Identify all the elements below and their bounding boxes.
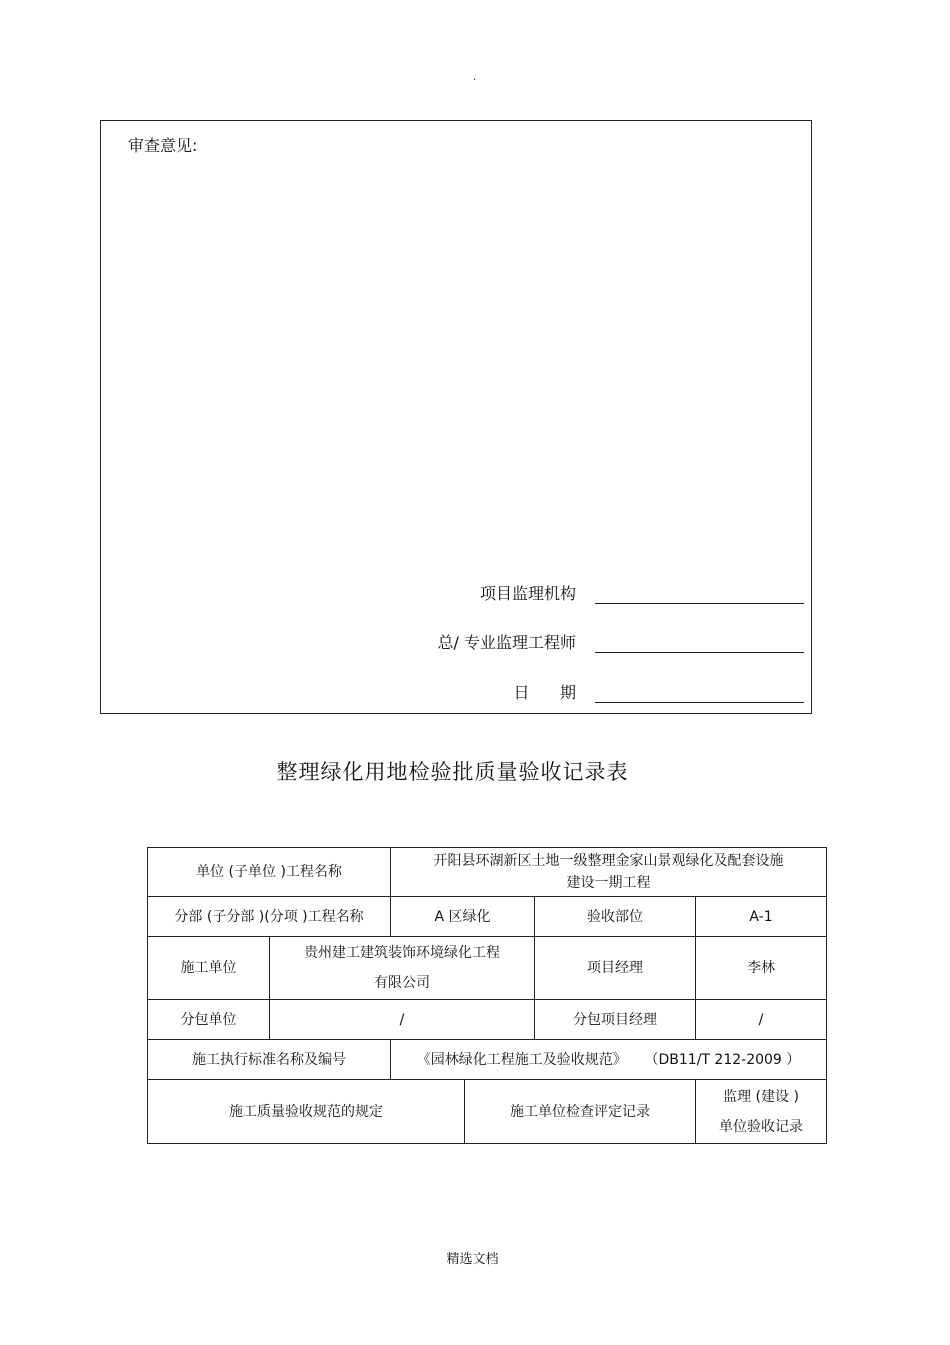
contractor-line: 有限公司 <box>374 975 430 991</box>
subcontractor-label: 分包单位 <box>148 1000 270 1040</box>
table-row <box>148 897 827 937</box>
subproject-label: 分部 (子分部 )(分项 )工程名称 <box>148 897 391 937</box>
contractor-line: 贵州建工建筑装饰环境绿化工程 <box>304 945 500 961</box>
table-row <box>148 1000 827 1040</box>
table-row <box>148 1040 827 1080</box>
signature-row-engineer <box>101 630 811 654</box>
project-name-value <box>391 848 827 897</box>
inspection-part-label: 验收部位 <box>535 897 696 937</box>
project-manager-label: 项目经理 <box>535 937 696 1000</box>
standard-label: 施工执行标准名称及编号 <box>148 1040 391 1080</box>
project-name-line: 建设一期工程 <box>566 875 651 891</box>
signature-label: 总/ 专业监理工程师 <box>437 633 576 652</box>
review-opinion-box <box>100 120 812 714</box>
standard-value: 《园林绿化工程施工及验收规范》 （DB11/T 212-2009 ） <box>391 1040 827 1080</box>
signature-line <box>595 702 804 703</box>
document-title: 整理绿化用地检验批质量验收记录表 <box>276 760 629 784</box>
project-name-line: 开阳县环湖新区土地一级整理金家山景观绿化及配套设施 <box>433 853 784 869</box>
header-mark: . <box>473 72 477 83</box>
supervision-header-line: 监理 (建设 ) <box>723 1088 799 1105</box>
signature-row-date <box>101 680 811 704</box>
page-footer: 精选文档 <box>446 1252 499 1267</box>
signature-line <box>595 652 804 653</box>
supervision-acceptance-header <box>696 1080 827 1144</box>
signature-label: 日 期 <box>513 683 576 702</box>
spec-requirements-header: 施工质量验收规范的规定 <box>148 1080 465 1144</box>
project-manager-value: 李林 <box>696 937 827 1000</box>
inspection-part-value: A-1 <box>696 897 827 937</box>
sub-project-manager-label: 分包项目经理 <box>535 1000 696 1040</box>
table-row <box>148 1080 827 1144</box>
subcontractor-value: / <box>270 1000 535 1040</box>
inspection-record-table <box>147 847 827 1144</box>
subproject-value: A 区绿化 <box>391 897 535 937</box>
signature-label: 项目监理机构 <box>479 584 576 603</box>
table-row <box>148 937 827 1000</box>
project-name-label: 单位 (子单位 )工程名称 <box>148 848 391 897</box>
contractor-value <box>270 937 535 1000</box>
signature-row-supervision-agency <box>101 581 811 605</box>
sub-project-manager-value: / <box>696 1000 827 1040</box>
table-row <box>148 848 827 897</box>
review-opinion-label: 审查意见: <box>128 136 198 155</box>
contractor-label: 施工单位 <box>148 937 270 1000</box>
supervision-header-line: 单位验收记录 <box>719 1118 804 1135</box>
signature-line <box>595 603 804 604</box>
self-check-header: 施工单位检查评定记录 <box>465 1080 696 1144</box>
